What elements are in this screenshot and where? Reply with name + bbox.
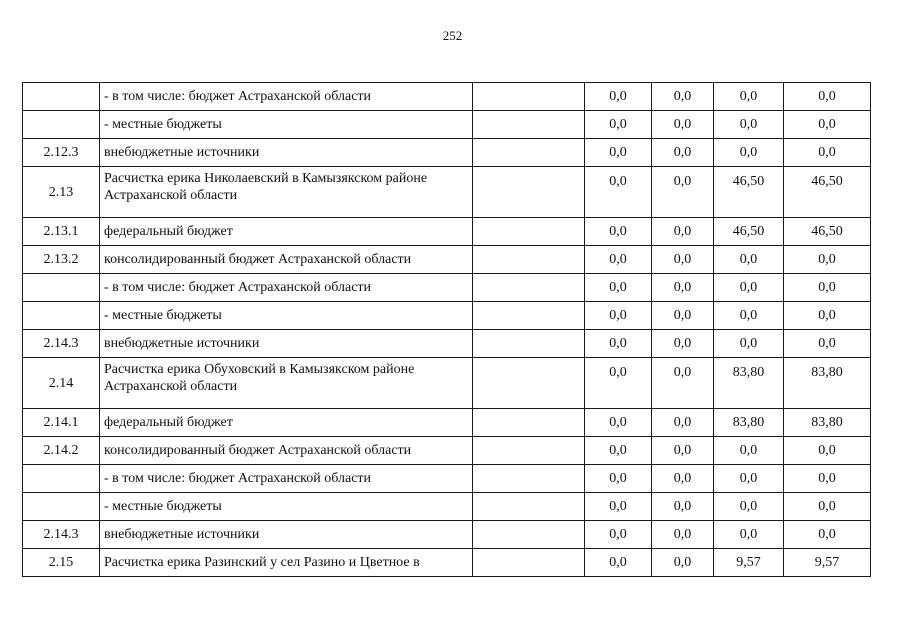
- table-row: [23, 521, 871, 549]
- row-value-3-cell: 83,80: [714, 358, 784, 409]
- row-empty-cell: [473, 274, 585, 302]
- row-value-1-cell: 0,0: [585, 409, 652, 437]
- table-row: [23, 274, 871, 302]
- row-value-1-cell: 0,0: [585, 274, 652, 302]
- row-code-cell: 2.13.2: [23, 246, 100, 274]
- row-code-cell: [23, 493, 100, 521]
- row-empty-cell: [473, 437, 585, 465]
- row-value-3-cell: 0,0: [714, 83, 784, 111]
- row-value-3-cell: 0,0: [714, 330, 784, 358]
- row-value-4-cell: 0,0: [784, 493, 871, 521]
- row-value-3-cell: 0,0: [714, 465, 784, 493]
- row-value-4-cell: 0,0: [784, 111, 871, 139]
- row-description-cell: Расчистка ерика Разинский у сел Разино и Цветное в: [100, 549, 473, 577]
- row-value-2-cell: 0,0: [652, 139, 714, 167]
- row-description-cell: - в том числе: бюджет Астраханской области: [100, 465, 473, 493]
- row-value-4-cell: 0,0: [784, 437, 871, 465]
- row-value-2-cell: 0,0: [652, 493, 714, 521]
- row-value-1-cell: 0,0: [585, 246, 652, 274]
- row-value-4-cell: 0,0: [784, 465, 871, 493]
- row-value-1-cell: 0,0: [585, 521, 652, 549]
- row-code-cell: [23, 274, 100, 302]
- row-code-cell: 2.13: [23, 167, 100, 218]
- row-value-3-cell: 0,0: [714, 274, 784, 302]
- row-value-2-cell: 0,0: [652, 409, 714, 437]
- table-row: [23, 358, 871, 409]
- row-code-cell: [23, 465, 100, 493]
- table-row: [23, 549, 871, 577]
- row-description-cell: Расчистка ерика Николаевский в Камызякском районе Астраханской области: [100, 167, 473, 218]
- table-row: [23, 218, 871, 246]
- row-value-2-cell: 0,0: [652, 83, 714, 111]
- row-value-3-cell: 0,0: [714, 139, 784, 167]
- row-code-cell: 2.15: [23, 549, 100, 577]
- row-value-4-cell: 0,0: [784, 246, 871, 274]
- row-value-3-cell: 0,0: [714, 246, 784, 274]
- row-empty-cell: [473, 358, 585, 409]
- row-value-2-cell: 0,0: [652, 218, 714, 246]
- row-description-cell: федеральный бюджет: [100, 409, 473, 437]
- row-empty-cell: [473, 218, 585, 246]
- page-number: 252: [442, 28, 463, 43]
- row-value-4-cell: 46,50: [784, 167, 871, 218]
- row-code-cell: 2.14.2: [23, 437, 100, 465]
- table-row: [23, 167, 871, 218]
- row-code-cell: [23, 83, 100, 111]
- row-value-3-cell: 9,57: [714, 549, 784, 577]
- row-value-4-cell: 0,0: [784, 139, 871, 167]
- row-value-4-cell: 0,0: [784, 330, 871, 358]
- row-value-1-cell: 0,0: [585, 465, 652, 493]
- row-value-1-cell: 0,0: [585, 83, 652, 111]
- row-empty-cell: [473, 549, 585, 577]
- row-empty-cell: [473, 330, 585, 358]
- row-empty-cell: [473, 409, 585, 437]
- table-row: [23, 302, 871, 330]
- row-empty-cell: [473, 111, 585, 139]
- row-description-cell: консолидированный бюджет Астраханской области: [100, 246, 473, 274]
- row-description-cell: - местные бюджеты: [100, 111, 473, 139]
- row-empty-cell: [473, 521, 585, 549]
- row-value-4-cell: 0,0: [784, 83, 871, 111]
- row-code-cell: 2.14.3: [23, 330, 100, 358]
- row-value-2-cell: 0,0: [652, 549, 714, 577]
- row-value-2-cell: 0,0: [652, 167, 714, 218]
- row-value-2-cell: 0,0: [652, 302, 714, 330]
- row-empty-cell: [473, 83, 585, 111]
- row-value-1-cell: 0,0: [585, 111, 652, 139]
- row-value-3-cell: 0,0: [714, 437, 784, 465]
- row-description-cell: внебюджетные источники: [100, 330, 473, 358]
- row-value-1-cell: 0,0: [585, 167, 652, 218]
- row-description-cell: консолидированный бюджет Астраханской области: [100, 437, 473, 465]
- row-value-3-cell: 46,50: [714, 167, 784, 218]
- row-code-cell: 2.14: [23, 358, 100, 409]
- row-value-3-cell: 0,0: [714, 302, 784, 330]
- table-row: [23, 139, 871, 167]
- row-value-1-cell: 0,0: [585, 493, 652, 521]
- table-row: [23, 330, 871, 358]
- row-value-4-cell: 0,0: [784, 274, 871, 302]
- row-description-cell: - в том числе: бюджет Астраханской области: [100, 274, 473, 302]
- row-description-cell: внебюджетные источники: [100, 139, 473, 167]
- row-value-4-cell: 0,0: [784, 521, 871, 549]
- row-code-cell: [23, 302, 100, 330]
- row-description-cell: Расчистка ерика Обуховский в Камызякском районе Астраханской области: [100, 358, 473, 409]
- row-value-2-cell: 0,0: [652, 111, 714, 139]
- row-value-2-cell: 0,0: [652, 274, 714, 302]
- row-code-cell: 2.14.3: [23, 521, 100, 549]
- row-description-cell: - в том числе: бюджет Астраханской области: [100, 83, 473, 111]
- row-value-1-cell: 0,0: [585, 330, 652, 358]
- row-code-cell: 2.13.1: [23, 218, 100, 246]
- row-value-4-cell: 83,80: [784, 409, 871, 437]
- row-value-2-cell: 0,0: [652, 437, 714, 465]
- row-value-2-cell: 0,0: [652, 330, 714, 358]
- row-code-cell: 2.14.1: [23, 409, 100, 437]
- row-description-cell: - местные бюджеты: [100, 302, 473, 330]
- row-description-cell: федеральный бюджет: [100, 218, 473, 246]
- row-value-4-cell: 83,80: [784, 358, 871, 409]
- row-value-4-cell: 9,57: [784, 549, 871, 577]
- row-description-cell: внебюджетные источники: [100, 521, 473, 549]
- row-value-2-cell: 0,0: [652, 521, 714, 549]
- row-value-1-cell: 0,0: [585, 437, 652, 465]
- budget-table-body: [23, 83, 871, 577]
- table-row: [23, 246, 871, 274]
- row-value-2-cell: 0,0: [652, 358, 714, 409]
- row-value-2-cell: 0,0: [652, 465, 714, 493]
- row-empty-cell: [473, 302, 585, 330]
- table-row: [23, 493, 871, 521]
- row-value-1-cell: 0,0: [585, 218, 652, 246]
- table-row: [23, 437, 871, 465]
- row-value-4-cell: 46,50: [784, 218, 871, 246]
- row-value-1-cell: 0,0: [585, 139, 652, 167]
- row-value-1-cell: 0,0: [585, 549, 652, 577]
- table-row: [23, 409, 871, 437]
- row-empty-cell: [473, 139, 585, 167]
- row-value-3-cell: 83,80: [714, 409, 784, 437]
- row-code-cell: [23, 111, 100, 139]
- row-value-3-cell: 0,0: [714, 493, 784, 521]
- budget-table: [22, 82, 871, 577]
- table-row: [23, 111, 871, 139]
- row-value-1-cell: 0,0: [585, 358, 652, 409]
- row-value-2-cell: 0,0: [652, 246, 714, 274]
- table-row: [23, 83, 871, 111]
- row-code-cell: 2.12.3: [23, 139, 100, 167]
- row-description-cell: - местные бюджеты: [100, 493, 473, 521]
- row-value-3-cell: 0,0: [714, 111, 784, 139]
- row-empty-cell: [473, 465, 585, 493]
- row-empty-cell: [473, 246, 585, 274]
- row-empty-cell: [473, 493, 585, 521]
- row-value-3-cell: 46,50: [714, 218, 784, 246]
- row-empty-cell: [473, 167, 585, 218]
- table-row: [23, 465, 871, 493]
- row-value-3-cell: 0,0: [714, 521, 784, 549]
- row-value-1-cell: 0,0: [585, 302, 652, 330]
- row-value-4-cell: 0,0: [784, 302, 871, 330]
